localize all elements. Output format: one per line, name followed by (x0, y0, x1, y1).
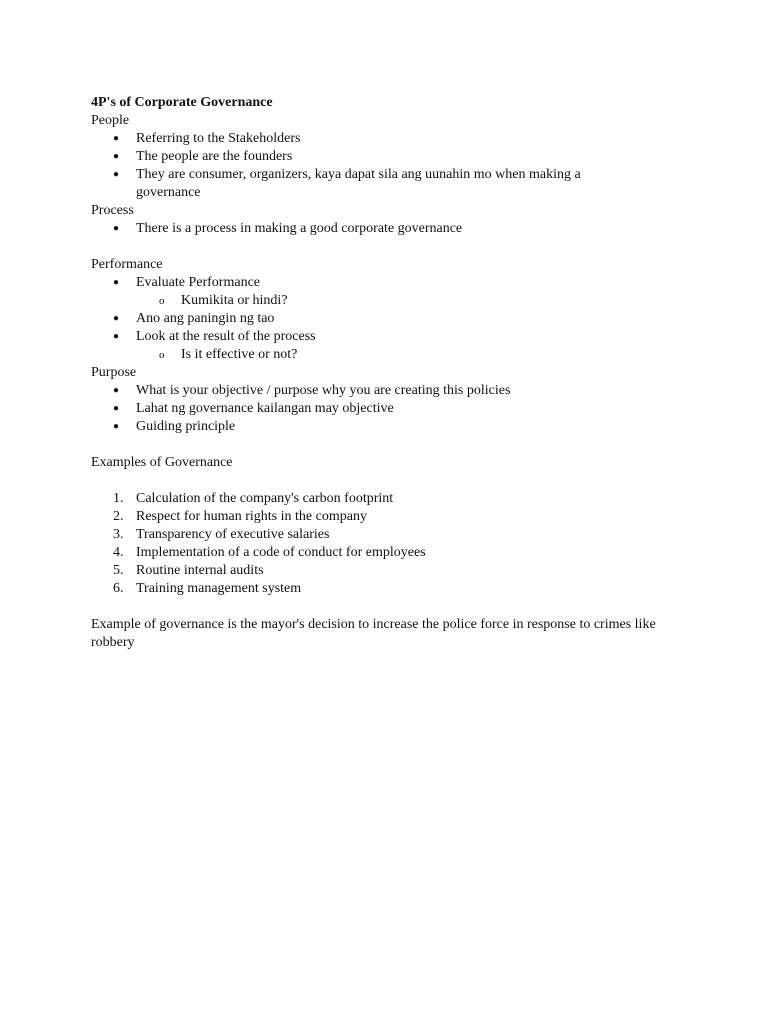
list-item-text: What is your objective / purpose why you are creating this policies (136, 383, 511, 398)
numbered-item (91, 526, 691, 544)
list-item-text: There is a process in making a good corporate governance (136, 221, 463, 236)
spacer (91, 598, 691, 616)
document-title: 4P's of Corporate Governance (91, 95, 273, 110)
list-item-text: Guiding principle (136, 419, 236, 434)
sub-list-item (91, 346, 691, 364)
list-item (91, 130, 691, 148)
numbered-item-text: Calculation of the company's carbon footprint (136, 491, 394, 506)
numbered-item (91, 580, 691, 598)
list-item-text: Look at the result of the process (136, 329, 316, 344)
numbered-item-text: Routine internal audits (136, 563, 264, 578)
bullet-icon: ● (113, 403, 120, 414)
item-number: 1. (113, 491, 124, 506)
list-item (91, 166, 691, 202)
numbered-item (91, 490, 691, 508)
section-heading-performance: Performance (91, 257, 163, 272)
item-number: 5. (113, 563, 124, 578)
bullet-icon: ● (113, 385, 120, 396)
item-number: 6. (113, 581, 124, 596)
bullet-icon: ● (113, 277, 120, 288)
list-item-text: Evaluate Performance (136, 275, 260, 290)
list-item-text: The people are the founders (136, 149, 293, 164)
bullet-icon: ● (113, 151, 120, 162)
list-item (91, 382, 691, 400)
list-item-text: Lahat ng governance kailangan may objective (136, 401, 394, 416)
hollow-bullet-icon: o (159, 295, 165, 307)
numbered-item (91, 544, 691, 562)
section-heading-purpose: Purpose (91, 365, 137, 380)
section-heading-process: Process (91, 203, 134, 218)
item-number: 2. (113, 509, 124, 524)
spacer (91, 472, 691, 490)
sub-list-item-text: Is it effective or not? (181, 347, 298, 362)
list-item (91, 400, 691, 418)
bullet-icon: ● (113, 313, 120, 324)
list-item (91, 220, 691, 238)
numbered-item-text: Training management system (136, 581, 302, 596)
hollow-bullet-icon: o (159, 349, 165, 361)
document-page (91, 94, 691, 652)
item-number: 4. (113, 545, 124, 560)
numbered-item-text: Respect for human rights in the company (136, 509, 367, 524)
list-item (91, 274, 691, 292)
bullet-icon: ● (113, 133, 120, 144)
section-heading-people: People (91, 113, 130, 128)
sub-list-item (91, 292, 691, 310)
list-item-text: They are consumer, organizers, kaya dapat sila ang uunahin mo when making a governance (136, 167, 581, 200)
list-item (91, 418, 691, 436)
sub-list-item-text: Kumikita or hindi? (181, 293, 288, 308)
numbered-item (91, 562, 691, 580)
numbered-item (91, 508, 691, 526)
spacer (91, 436, 691, 454)
spacer (91, 238, 691, 256)
item-number: 3. (113, 527, 124, 542)
numbered-item-text: Transparency of executive salaries (136, 527, 330, 542)
numbered-item-text: Implementation of a code of conduct for employees (136, 545, 426, 560)
list-item (91, 328, 691, 346)
bullet-icon: ● (113, 223, 120, 234)
list-item (91, 148, 691, 166)
list-item-text: Ano ang paningin ng tao (136, 311, 275, 326)
list-item (91, 310, 691, 328)
closing-paragraph: Example of governance is the mayor's decision to increase the police force in response to crimes like robbery (91, 617, 656, 650)
list-item-text: Referring to the Stakeholders (136, 131, 301, 146)
bullet-icon: ● (113, 421, 120, 432)
examples-heading: Examples of Governance (91, 455, 233, 470)
bullet-icon: ● (113, 331, 120, 342)
bullet-icon: ● (113, 169, 120, 180)
